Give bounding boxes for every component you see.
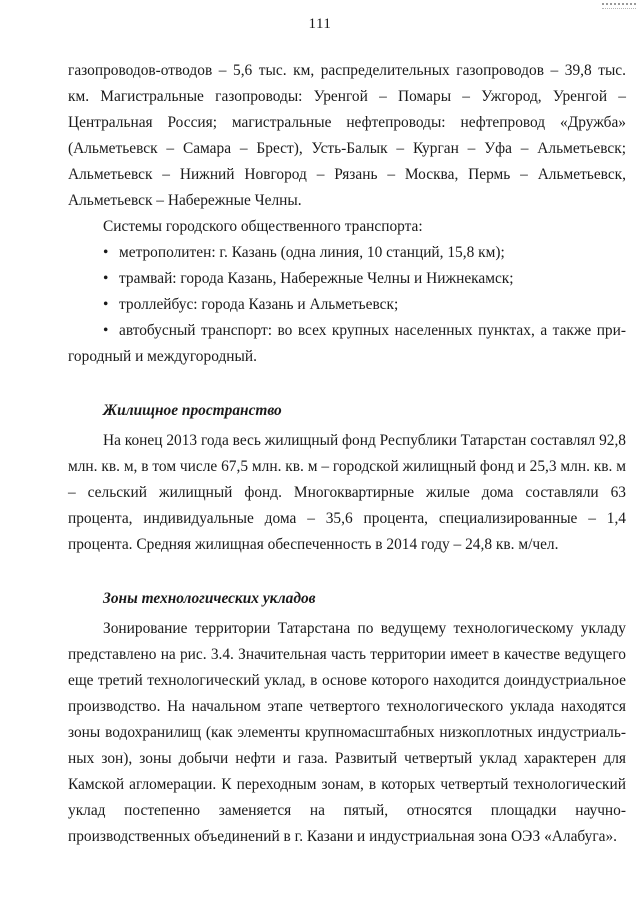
list-item	[68, 266, 626, 292]
page-number: 111	[308, 16, 332, 32]
section-heading-zones: Зоны технологических укладов	[103, 590, 316, 607]
section-spacer	[68, 558, 626, 586]
bullet-icon: •	[103, 270, 109, 287]
paragraph-zones: Зонирование территории Татарстана по ведущему технологическому укладу представлено на рис. 3.4. Значительная часть территории имеет в качестве ведущего еще третий технологический уклад, в основе которого находится доиндустриальное производство. На начальном этапе четвертого технологического уклада находятся зоны водохранилищ (как элементы крупномасштабных низкоплотных индустриальных зон), зоны добычи нефти и газа. Развитый четвертый уклад характерен для Камской агломерации. К переходным зонам, в которых четвертый технологический уклад постепенно заменяется на пятый, относятся площадки научно-производственных объединений в г. Казани и индустриальная зона ОЭЗ «Алабуга».	[68, 620, 626, 845]
list-item-text: троллейбус: города Казань и Альметьевск;	[119, 296, 399, 313]
list-item-text: метрополитен: г. Казань (одна линия, 10 станций, 15,8 км);	[119, 244, 505, 261]
list-item	[68, 240, 626, 266]
list-item-text: трамвай: города Казань, Набережные Челны и Нижнекамск;	[119, 270, 514, 287]
page-body	[68, 58, 626, 850]
list-item-text: автобусный транспорт: во всех крупных населенных пунктах, а также пригородный и междугородный.	[68, 322, 626, 365]
bullet-icon: •	[103, 296, 109, 313]
paragraph-housing: На конец 2013 года весь жилищный фонд Республики Татарстан составлял 92,8 млн. кв. м, в том числе 67,5 млн. кв. м – городской жилищный фонд и 25,3 млн. кв. м – сельский жилищный фонд. Многоквартирные жилые дома составляли 63 процента, индивидуальные дома – 35,6 процента, специализированные – 1,4 процента. Средняя жилищная обеспеченность в 2014 году – 24,8 кв. м/чел.	[68, 432, 627, 553]
scan-corner-mark	[602, 3, 636, 9]
bullet-icon: •	[103, 322, 109, 339]
list-item	[68, 292, 626, 318]
section-spacer	[68, 370, 626, 398]
list-item	[68, 318, 626, 370]
transport-list	[68, 240, 626, 370]
bullet-icon: •	[103, 244, 109, 261]
paragraph-transport-intro: Системы городского общественного транспорта:	[103, 218, 423, 235]
paragraph-pipelines: газопроводов-отводов – 5,6 тыс. км, распределительных газопроводов – 39,8 тыс. км. Магистральные газопроводы: Уренгой – Помары – Ужгород, Уренгой – Центральная Россия; магистральные нефтепроводы: нефтепровод «Дружба» (Альметьевск – Самара – Брест), Усть-Балык – Курган – Уфа – Альметьевск; Альметьевск – Нижний Новгород – Рязань – Москва, Пермь – Альметьевск, Альметьевск – Набережные Челны.	[68, 62, 626, 209]
section-heading-housing: Жилищное пространство	[103, 402, 282, 419]
